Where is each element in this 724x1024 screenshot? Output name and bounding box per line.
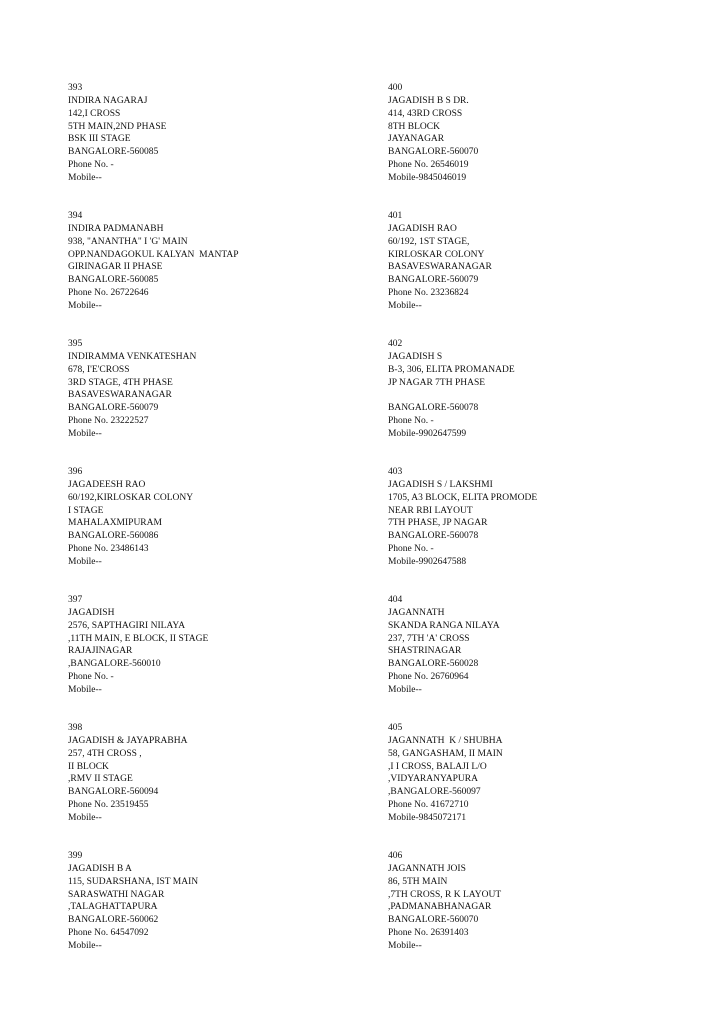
city-pin: BANGALORE-560079 bbox=[388, 275, 479, 286]
address-line-3: RAJAJINAGAR bbox=[68, 646, 133, 657]
directory-entry bbox=[388, 82, 688, 185]
address-line-3: BASAVESWARANAGAR bbox=[68, 390, 172, 401]
city-pin: ,BANGALORE-560097 bbox=[388, 787, 481, 798]
address-line-3: SHASTRINAGAR bbox=[388, 646, 462, 657]
phone-number: Phone No. - bbox=[68, 160, 114, 171]
address-line-2: KIRLOSKAR COLONY bbox=[388, 249, 485, 260]
directory-entry bbox=[68, 82, 368, 185]
directory-entry bbox=[68, 210, 368, 313]
mobile-number: Mobile-- bbox=[68, 428, 102, 439]
address-line-2: OPP.NANDAGOKUL KALYAN MANTAP bbox=[68, 249, 239, 260]
mobile-number: Mobile-9845072171 bbox=[388, 812, 467, 823]
mobile-number: Mobile-- bbox=[68, 556, 102, 567]
mobile-number: Mobile-- bbox=[388, 684, 422, 695]
entry-number: 398 bbox=[68, 723, 83, 733]
directory-entry bbox=[68, 722, 368, 825]
address-line-2: 8TH BLOCK bbox=[388, 121, 440, 132]
entry-number: 401 bbox=[388, 211, 403, 221]
directory-entry bbox=[68, 850, 368, 953]
phone-number: Phone No. 23236824 bbox=[388, 288, 469, 299]
entry-number: 395 bbox=[68, 339, 83, 349]
address-line-3: ,RMV II STAGE bbox=[68, 774, 133, 785]
address-line-2: ,11TH MAIN, E BLOCK, II STAGE bbox=[68, 633, 209, 644]
phone-number: Phone No. - bbox=[68, 672, 114, 683]
city-pin: BANGALORE-560085 bbox=[68, 147, 159, 158]
entry-number: 393 bbox=[68, 83, 83, 93]
address-line-3: ,VIDYARANYAPURA bbox=[388, 774, 478, 785]
city-pin: BANGALORE-560085 bbox=[68, 275, 159, 286]
phone-number: Phone No. 23486143 bbox=[68, 544, 149, 555]
entry-name: INDIRA NAGARAJ bbox=[68, 95, 148, 106]
address-line-3: MAHALAXMIPURAM bbox=[68, 518, 162, 529]
address-line-1: 115, SUDARSHANA, IST MAIN bbox=[68, 876, 199, 887]
address-line-2: 5TH MAIN,2ND PHASE bbox=[68, 121, 167, 132]
entry-name: JAGADISH S / LAKSHMI bbox=[388, 479, 493, 490]
entry-number: 399 bbox=[68, 851, 83, 861]
directory-entry bbox=[68, 466, 368, 569]
mobile-number: Mobile-- bbox=[388, 300, 422, 311]
phone-number: Phone No. 26722646 bbox=[68, 288, 149, 299]
phone-number: Phone No. 26391403 bbox=[388, 928, 469, 939]
city-pin: BANGALORE-560070 bbox=[388, 147, 479, 158]
address-line-2: II BLOCK bbox=[68, 761, 109, 772]
address-line-1: 257, 4TH CROSS , bbox=[68, 748, 142, 759]
entry-number: 404 bbox=[388, 595, 403, 605]
address-line-1: 938, "ANANTHA" I 'G' MAIN bbox=[68, 236, 188, 247]
address-line-2: JP NAGAR 7TH PHASE bbox=[388, 377, 486, 388]
address-line-3: BSK III STAGE bbox=[68, 134, 131, 145]
entry-name: JAGADEESH RAO bbox=[68, 479, 146, 490]
city-pin: BANGALORE-560078 bbox=[388, 531, 479, 542]
address-line-3 bbox=[388, 389, 688, 402]
directory-entry bbox=[388, 466, 688, 569]
mobile-number: Mobile-9902647588 bbox=[388, 556, 467, 567]
address-line-3: JAYANAGAR bbox=[388, 134, 445, 145]
address-line-2: 3RD STAGE, 4TH PHASE bbox=[68, 377, 173, 388]
entry-name: JAGADISH B A bbox=[68, 863, 132, 874]
address-line-1: 142,I CROSS bbox=[68, 108, 121, 119]
directory-entry bbox=[68, 594, 368, 697]
mobile-number: Mobile-9845046019 bbox=[388, 172, 467, 183]
address-line-1: 86, 5TH MAIN bbox=[388, 876, 448, 887]
entry-name: JAGADISH RAO bbox=[388, 223, 457, 234]
entry-number: 403 bbox=[388, 467, 403, 477]
address-line-1: 60/192,KIRLOSKAR COLONY bbox=[68, 492, 194, 503]
city-pin: BANGALORE-560094 bbox=[68, 787, 159, 798]
mobile-number: Mobile-- bbox=[388, 940, 422, 951]
entry-name: INDIRA PADMANABH bbox=[68, 223, 164, 234]
entry-name: JAGANNATH JOIS bbox=[388, 863, 466, 874]
entry-number: 400 bbox=[388, 83, 403, 93]
address-line-3: BASAVESWARANAGAR bbox=[388, 262, 492, 273]
city-pin: BANGALORE-560062 bbox=[68, 915, 159, 926]
phone-number: Phone No. 26760964 bbox=[388, 672, 469, 683]
address-line-2: I STAGE bbox=[68, 505, 104, 516]
address-line-3: ,PADMANABHANAGAR bbox=[388, 902, 492, 913]
address-line-1: 1705, A3 BLOCK, ELITA PROMODE bbox=[388, 492, 538, 503]
address-line-3: 7TH PHASE, JP NAGAR bbox=[388, 518, 488, 529]
mobile-number: Mobile-- bbox=[68, 300, 102, 311]
address-line-1: 58, GANGASHAM, II MAIN bbox=[388, 748, 503, 759]
address-line-1: 2576, SAPTHAGIRI NILAYA bbox=[68, 620, 186, 631]
phone-number: Phone No. - bbox=[388, 416, 434, 427]
entry-name: JAGANNATH bbox=[388, 607, 445, 618]
city-pin: BANGALORE-560078 bbox=[388, 403, 479, 414]
directory-entry bbox=[388, 722, 688, 825]
directory-entry bbox=[388, 594, 688, 697]
directory-entry bbox=[68, 338, 368, 441]
phone-number: Phone No. 23222527 bbox=[68, 416, 149, 427]
mobile-number: Mobile-- bbox=[68, 812, 102, 823]
directory-entry bbox=[388, 338, 688, 441]
mobile-number: Mobile-- bbox=[68, 172, 102, 183]
address-line-2: 237, 7TH 'A' CROSS bbox=[388, 633, 470, 644]
directory-entry bbox=[388, 850, 688, 953]
address-line-2: ,7TH CROSS, R K LAYOUT bbox=[388, 889, 502, 900]
city-pin: BANGALORE-560028 bbox=[388, 659, 479, 670]
phone-number: Phone No. 26546019 bbox=[388, 160, 469, 171]
mobile-number: Mobile-- bbox=[68, 684, 102, 695]
city-pin: ,BANGALORE-560010 bbox=[68, 659, 161, 670]
address-line-1: 678, I'E'CROSS bbox=[68, 364, 130, 375]
entry-number: 406 bbox=[388, 851, 403, 861]
entry-number: 394 bbox=[68, 211, 83, 221]
address-line-1: 60/192, 1ST STAGE, bbox=[388, 236, 470, 247]
entry-name: JAGADISH bbox=[68, 607, 115, 618]
phone-number: Phone No. 41672710 bbox=[388, 800, 469, 811]
address-line-1: B-3, 306, ELITA PROMANADE bbox=[388, 364, 515, 375]
entry-name: JAGANNATH K / SHUBHA bbox=[388, 735, 503, 746]
address-line-2: ,I I CROSS, BALAJI L/O bbox=[388, 761, 487, 772]
entry-number: 405 bbox=[388, 723, 403, 733]
address-line-2: SARASWATHI NAGAR bbox=[68, 889, 165, 900]
entry-number: 396 bbox=[68, 467, 83, 477]
entry-name: INDIRAMMA VENKATESHAN bbox=[68, 351, 197, 362]
phone-number: Phone No. 64547092 bbox=[68, 928, 149, 939]
entry-name: JAGADISH S bbox=[388, 351, 443, 362]
phone-number: Phone No. - bbox=[388, 544, 434, 555]
entry-number: 402 bbox=[388, 339, 403, 349]
entry-number: 397 bbox=[68, 595, 83, 605]
address-line-1: 414, 43RD CROSS bbox=[388, 108, 463, 119]
directory-entry bbox=[388, 210, 688, 313]
address-line-1: SKANDA RANGA NILAYA bbox=[388, 620, 500, 631]
mobile-number: Mobile-- bbox=[68, 940, 102, 951]
city-pin: BANGALORE-560070 bbox=[388, 915, 479, 926]
address-line-2: NEAR RBI LAYOUT bbox=[388, 505, 473, 516]
entry-name: JAGADISH & JAYAPRABHA bbox=[68, 735, 188, 746]
mobile-number: Mobile-9902647599 bbox=[388, 428, 467, 439]
city-pin: BANGALORE-560079 bbox=[68, 403, 159, 414]
city-pin: BANGALORE-560086 bbox=[68, 531, 159, 542]
address-line-3: ,TALAGHATTAPURA bbox=[68, 902, 158, 913]
entry-name: JAGADISH B S DR. bbox=[388, 95, 469, 106]
address-line-3: GIRINAGAR II PHASE bbox=[68, 262, 163, 273]
phone-number: Phone No. 23519455 bbox=[68, 800, 149, 811]
